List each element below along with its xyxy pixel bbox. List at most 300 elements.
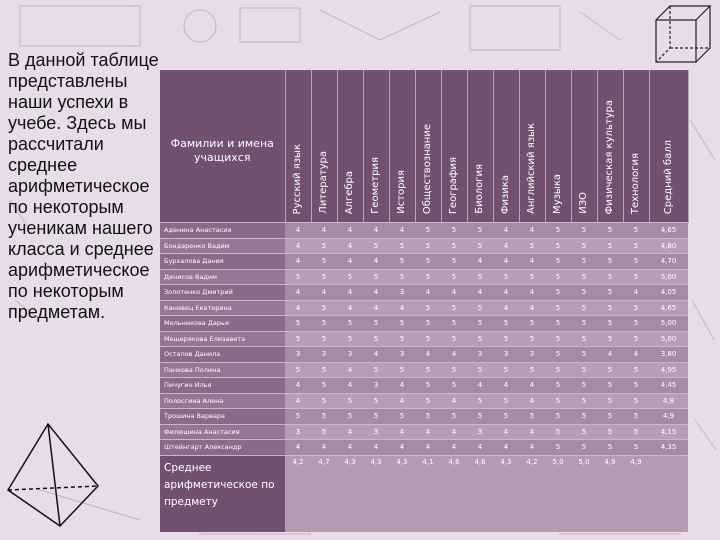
grade-cell: 5 <box>441 409 467 425</box>
subject-header-label: Геометрия <box>370 157 381 214</box>
subject-header-label: История <box>396 170 407 214</box>
grade-cell: 5 <box>389 409 415 425</box>
grade-cell: 5 <box>597 223 623 239</box>
subject-header <box>363 70 389 223</box>
grade-cell: 4 <box>337 223 363 239</box>
grade-cell: 4 <box>415 424 441 440</box>
grade-cell: 5 <box>363 331 389 347</box>
grade-cell: 5 <box>571 316 597 332</box>
grade-cell: 5 <box>597 269 623 285</box>
grade-cell: 5 <box>493 362 519 378</box>
cube-drawing <box>652 4 712 66</box>
grade-cell: 4 <box>441 424 467 440</box>
grade-cell: 3 <box>285 347 311 363</box>
grade-cell: 5 <box>311 269 337 285</box>
grade-cell: 5 <box>285 331 311 347</box>
names-column-header: Фамилии и имена учащихся <box>160 70 285 223</box>
grade-cell: 5 <box>545 331 571 347</box>
table-row <box>160 362 688 378</box>
student-name: Канивец Екатерина <box>160 300 285 316</box>
grade-cell: 5 <box>311 393 337 409</box>
grade-cell: 4 <box>519 440 545 456</box>
grade-cell: 4 <box>285 300 311 316</box>
grade-cell: 5 <box>311 300 337 316</box>
grade-cell: 5 <box>623 331 649 347</box>
grade-cell: 5 <box>415 378 441 394</box>
grade-cell: 5 <box>415 362 441 378</box>
subject-header <box>441 70 467 223</box>
grade-cell: 5 <box>545 347 571 363</box>
grade-cell: 4 <box>623 285 649 301</box>
grade-cell: 3 <box>493 347 519 363</box>
subject-header-label: Обществознание <box>422 123 433 214</box>
grade-cell: 3 <box>519 347 545 363</box>
grade-cell: 4 <box>389 378 415 394</box>
grade-cell: 5 <box>571 269 597 285</box>
grade-cell: 5 <box>571 440 597 456</box>
grade-cell: 5 <box>415 254 441 270</box>
student-name: Панкова Полина <box>160 362 285 378</box>
grade-cell: 5 <box>571 409 597 425</box>
student-name: Штейнгарт Александр <box>160 440 285 456</box>
grade-cell: 5 <box>311 378 337 394</box>
grade-cell: 5 <box>493 269 519 285</box>
grade-cell: 4 <box>337 285 363 301</box>
subject-average-cell: 4,1 <box>415 455 441 532</box>
grade-cell: 4 <box>493 238 519 254</box>
grade-cell: 4 <box>519 285 545 301</box>
grade-cell: 4 <box>363 254 389 270</box>
table-header-row <box>160 70 688 223</box>
grade-cell: 5 <box>597 285 623 301</box>
grade-cell: 5 <box>545 378 571 394</box>
grade-cell: 4 <box>441 347 467 363</box>
subject-average-cell: 4,3 <box>363 455 389 532</box>
subject-average-cell: 4,3 <box>389 455 415 532</box>
grade-cell: 5 <box>571 285 597 301</box>
subject-header-label: ИЗО <box>578 192 589 214</box>
grade-cell: 5 <box>597 409 623 425</box>
grade-cell: 4 <box>389 223 415 239</box>
subject-average-cell: 4,6 <box>441 455 467 532</box>
subject-average-cell: 4,9 <box>623 455 649 532</box>
grade-cell: 5 <box>415 238 441 254</box>
grade-cell: 5 <box>545 269 571 285</box>
subject-header <box>285 70 311 223</box>
grade-cell: 4 <box>285 440 311 456</box>
grade-cell: 5 <box>623 378 649 394</box>
student-average: 4,95 <box>649 362 688 378</box>
subject-header <box>545 70 571 223</box>
grade-cell: 5 <box>623 300 649 316</box>
table-row <box>160 347 688 363</box>
grade-cell: 5 <box>311 316 337 332</box>
student-average: 4,80 <box>649 238 688 254</box>
grade-cell: 3 <box>467 424 493 440</box>
subject-header-label: География <box>448 156 459 214</box>
subject-header <box>649 70 688 223</box>
grade-cell: 5 <box>467 409 493 425</box>
grade-cell: 5 <box>597 316 623 332</box>
grade-cell: 4 <box>389 393 415 409</box>
grade-cell: 5 <box>519 331 545 347</box>
grade-cell: 4 <box>311 223 337 239</box>
grade-cell: 4 <box>467 254 493 270</box>
grade-cell: 5 <box>311 331 337 347</box>
student-average: 4,8 <box>649 393 688 409</box>
grade-cell: 4 <box>441 285 467 301</box>
subject-header <box>623 70 649 223</box>
grade-cell: 4 <box>337 378 363 394</box>
grade-cell: 4 <box>363 300 389 316</box>
grade-cell: 4 <box>493 254 519 270</box>
student-average: 4,65 <box>649 223 688 239</box>
subject-header <box>467 70 493 223</box>
grade-cell: 5 <box>545 409 571 425</box>
grade-cell: 4 <box>519 300 545 316</box>
student-average: 4,35 <box>649 440 688 456</box>
grade-cell: 5 <box>467 316 493 332</box>
subject-average-cell: 4,3 <box>337 455 363 532</box>
student-name: Бурхалова Дания <box>160 254 285 270</box>
grade-cell: 5 <box>545 238 571 254</box>
student-name: Трошина Варвара <box>160 409 285 425</box>
pyramid-drawing <box>4 420 104 532</box>
subject-header <box>337 70 363 223</box>
grade-cell: 5 <box>467 393 493 409</box>
subject-header-label: Алгебра <box>344 170 355 214</box>
grade-cell: 5 <box>519 238 545 254</box>
grade-cell: 5 <box>389 362 415 378</box>
grade-cell: 4 <box>337 238 363 254</box>
table-row <box>160 393 688 409</box>
subject-header <box>415 70 441 223</box>
grade-cell: 5 <box>571 378 597 394</box>
grades-table-container <box>160 70 688 508</box>
grade-cell: 4 <box>337 254 363 270</box>
student-name: Мещерякова Елизавета <box>160 331 285 347</box>
subject-header <box>311 70 337 223</box>
student-average: 4,9 <box>649 409 688 425</box>
grade-cell: 5 <box>545 223 571 239</box>
grade-cell: 5 <box>363 393 389 409</box>
grade-cell: 5 <box>493 409 519 425</box>
grade-cell: 5 <box>571 347 597 363</box>
grade-cell: 5 <box>337 331 363 347</box>
grade-cell: 5 <box>285 409 311 425</box>
grade-cell: 5 <box>467 269 493 285</box>
subject-average-cell: 4,7 <box>311 455 337 532</box>
grade-cell: 5 <box>311 238 337 254</box>
student-average: 3,80 <box>649 347 688 363</box>
grade-cell: 5 <box>467 331 493 347</box>
grade-cell: 4 <box>623 347 649 363</box>
subject-header <box>571 70 597 223</box>
student-name: Пичугин Илья <box>160 378 285 394</box>
subject-header-label: Литература <box>318 151 329 214</box>
grade-cell: 5 <box>571 331 597 347</box>
grade-cell: 5 <box>441 362 467 378</box>
grade-cell: 5 <box>493 331 519 347</box>
grade-cell: 4 <box>389 300 415 316</box>
grade-cell: 5 <box>571 362 597 378</box>
grade-cell: 4 <box>493 285 519 301</box>
subject-header-label: Музыка <box>552 174 563 214</box>
grade-cell: 5 <box>337 393 363 409</box>
student-name: Денисов Вадим <box>160 269 285 285</box>
grade-cell: 3 <box>311 347 337 363</box>
grade-cell: 5 <box>623 223 649 239</box>
grade-cell: 5 <box>597 362 623 378</box>
student-average: 4,05 <box>649 285 688 301</box>
grade-cell: 3 <box>363 378 389 394</box>
subject-averages-row <box>160 455 688 532</box>
grade-cell: 4 <box>493 300 519 316</box>
grade-cell: 5 <box>545 316 571 332</box>
grade-cell: 5 <box>623 440 649 456</box>
subject-average-cell: 4,3 <box>493 455 519 532</box>
grade-cell: 5 <box>597 424 623 440</box>
grade-cell: 5 <box>415 223 441 239</box>
subject-average-cell: 5,0 <box>545 455 571 532</box>
grade-cell: 4 <box>467 378 493 394</box>
table-row <box>160 331 688 347</box>
grade-cell: 5 <box>493 393 519 409</box>
grade-cell: 3 <box>363 424 389 440</box>
subject-average-cell: 4,2 <box>519 455 545 532</box>
intro-paragraph: В данной таблице представлены наши успехи в учебе. Здесь мы рассчитали среднее арифметическое по некоторым ученикам нашего класса и среднее арифметическое по некоторым предметам. <box>8 50 159 322</box>
grade-cell: 4 <box>493 378 519 394</box>
grade-cell: 5 <box>363 238 389 254</box>
grade-cell: 4 <box>337 300 363 316</box>
grade-cell: 5 <box>493 316 519 332</box>
grade-cell: 5 <box>623 254 649 270</box>
grade-cell: 5 <box>623 409 649 425</box>
subject-header <box>493 70 519 223</box>
grade-cell: 5 <box>467 300 493 316</box>
grade-cell: 4 <box>519 378 545 394</box>
grade-cell: 5 <box>441 223 467 239</box>
grade-cell: 5 <box>519 269 545 285</box>
grade-cell: 4 <box>597 347 623 363</box>
grade-cell: 5 <box>623 362 649 378</box>
grade-cell: 5 <box>441 316 467 332</box>
grade-cell: 4 <box>415 440 441 456</box>
grade-cell: 4 <box>389 440 415 456</box>
grade-cell: 5 <box>311 254 337 270</box>
grade-cell: 4 <box>337 362 363 378</box>
grade-cell: 4 <box>311 440 337 456</box>
table-row <box>160 238 688 254</box>
grade-cell: 5 <box>597 331 623 347</box>
grade-cell: 5 <box>597 393 623 409</box>
grade-cell: 5 <box>415 300 441 316</box>
grade-cell: 5 <box>597 440 623 456</box>
grade-cell: 5 <box>311 424 337 440</box>
table-row <box>160 440 688 456</box>
grade-cell: 5 <box>389 316 415 332</box>
grade-cell: 5 <box>623 238 649 254</box>
grade-cell: 5 <box>571 393 597 409</box>
subject-header-label: Технология <box>630 152 641 214</box>
student-average: 4,45 <box>649 378 688 394</box>
grade-cell: 3 <box>337 347 363 363</box>
grade-cell: 5 <box>597 300 623 316</box>
grade-cell: 5 <box>571 300 597 316</box>
grade-cell: 4 <box>285 285 311 301</box>
grade-cell: 5 <box>545 300 571 316</box>
table-row <box>160 254 688 270</box>
subject-average-label: Среднее арифметическое по предмету <box>160 455 285 532</box>
grade-cell: 5 <box>415 316 441 332</box>
grade-cell: 5 <box>285 316 311 332</box>
grade-cell: 4 <box>415 347 441 363</box>
grade-cell: 5 <box>415 269 441 285</box>
grade-cell: 3 <box>389 347 415 363</box>
grade-cell: 5 <box>363 409 389 425</box>
grade-cell: 5 <box>441 300 467 316</box>
grade-cell: 4 <box>363 285 389 301</box>
grade-cell: 4 <box>337 440 363 456</box>
grade-cell: 4 <box>493 440 519 456</box>
grade-cell: 5 <box>623 424 649 440</box>
grade-cell: 4 <box>285 393 311 409</box>
grade-cell: 5 <box>597 238 623 254</box>
student-average: 4,65 <box>649 300 688 316</box>
subject-header <box>519 70 545 223</box>
grade-cell: 4 <box>519 223 545 239</box>
grade-cell: 3 <box>389 285 415 301</box>
grade-cell: 5 <box>285 362 311 378</box>
grade-cell: 3 <box>285 424 311 440</box>
table-row <box>160 424 688 440</box>
grade-cell: 5 <box>545 285 571 301</box>
grade-cell: 5 <box>441 269 467 285</box>
subject-average-cell: 4,9 <box>597 455 623 532</box>
grade-cell: 5 <box>597 378 623 394</box>
grade-cell: 3 <box>467 347 493 363</box>
table-row <box>160 285 688 301</box>
grade-cell: 4 <box>467 440 493 456</box>
grade-cell: 5 <box>545 362 571 378</box>
grade-cell: 5 <box>571 254 597 270</box>
grade-cell: 4 <box>363 440 389 456</box>
grade-cell: 5 <box>545 254 571 270</box>
grade-cell: 5 <box>441 331 467 347</box>
grade-cell: 4 <box>519 254 545 270</box>
subject-header <box>389 70 415 223</box>
grade-cell: 4 <box>467 285 493 301</box>
subject-average-cell: 4,2 <box>285 455 311 532</box>
grade-cell: 5 <box>545 440 571 456</box>
grade-cell: 5 <box>467 223 493 239</box>
grade-cell: 4 <box>519 424 545 440</box>
grade-cell: 5 <box>389 238 415 254</box>
grade-cell: 4 <box>363 347 389 363</box>
student-name: Полосгина Алена <box>160 393 285 409</box>
grade-cell: 5 <box>623 269 649 285</box>
student-average: 4,70 <box>649 254 688 270</box>
grade-cell: 5 <box>363 269 389 285</box>
table-row <box>160 378 688 394</box>
grade-cell: 5 <box>389 269 415 285</box>
grade-cell: 4 <box>493 223 519 239</box>
grade-cell: 4 <box>389 424 415 440</box>
table-body <box>160 223 688 532</box>
student-name: Остапов Данила <box>160 347 285 363</box>
grade-cell: 5 <box>415 331 441 347</box>
student-name: Мельникова Дарья <box>160 316 285 332</box>
subject-header-label: Физика <box>500 174 511 214</box>
grade-cell: 5 <box>337 409 363 425</box>
grade-cell: 5 <box>623 316 649 332</box>
grade-cell: 5 <box>441 378 467 394</box>
grade-cell: 5 <box>389 331 415 347</box>
grade-cell: 5 <box>545 424 571 440</box>
grades-table <box>160 70 689 532</box>
grade-cell: 4 <box>285 378 311 394</box>
grade-cell: 5 <box>467 238 493 254</box>
grade-cell: 4 <box>285 238 311 254</box>
grade-cell: 5 <box>519 316 545 332</box>
grade-cell: 5 <box>311 409 337 425</box>
table-row <box>160 300 688 316</box>
subject-header-label: Русский язык <box>292 143 303 214</box>
subject-average-cell: 5,0 <box>571 455 597 532</box>
student-name: Бондаренко Вадим <box>160 238 285 254</box>
table-row <box>160 269 688 285</box>
grade-cell: 5 <box>285 269 311 285</box>
grade-cell: 5 <box>467 362 493 378</box>
grade-cell: 5 <box>571 223 597 239</box>
grade-cell: 5 <box>441 238 467 254</box>
student-average: 5,00 <box>649 269 688 285</box>
grade-cell: 5 <box>519 409 545 425</box>
table-row <box>160 223 688 239</box>
student-average: 5,00 <box>649 331 688 347</box>
grade-cell: 4 <box>441 393 467 409</box>
subject-average-cell <box>649 455 688 532</box>
student-name: Филюшина Анастасия <box>160 424 285 440</box>
grade-cell: 5 <box>545 393 571 409</box>
grade-cell: 4 <box>285 223 311 239</box>
subject-header-label: Средний балл <box>662 139 674 214</box>
grade-cell: 5 <box>571 238 597 254</box>
grade-cell: 4 <box>519 393 545 409</box>
grade-cell: 4 <box>363 223 389 239</box>
subject-header-label: Физическая культура <box>604 99 615 214</box>
grade-cell: 4 <box>493 424 519 440</box>
grade-cell: 4 <box>415 285 441 301</box>
student-name: Аденина Анастасия <box>160 223 285 239</box>
grade-cell: 4 <box>311 285 337 301</box>
subject-header-label: Биология <box>474 164 485 214</box>
grade-cell: 4 <box>285 254 311 270</box>
grade-cell: 5 <box>415 409 441 425</box>
grade-cell: 5 <box>363 362 389 378</box>
subject-header <box>597 70 623 223</box>
grade-cell: 5 <box>571 424 597 440</box>
student-average: 5,00 <box>649 316 688 332</box>
grade-cell: 5 <box>389 254 415 270</box>
grade-cell: 5 <box>337 316 363 332</box>
grade-cell: 5 <box>363 316 389 332</box>
grade-cell: 5 <box>311 362 337 378</box>
subject-header-label: Английский язык <box>526 122 537 214</box>
grade-cell: 5 <box>415 393 441 409</box>
table-row <box>160 409 688 425</box>
student-name: Золотенко Дмитрий <box>160 285 285 301</box>
